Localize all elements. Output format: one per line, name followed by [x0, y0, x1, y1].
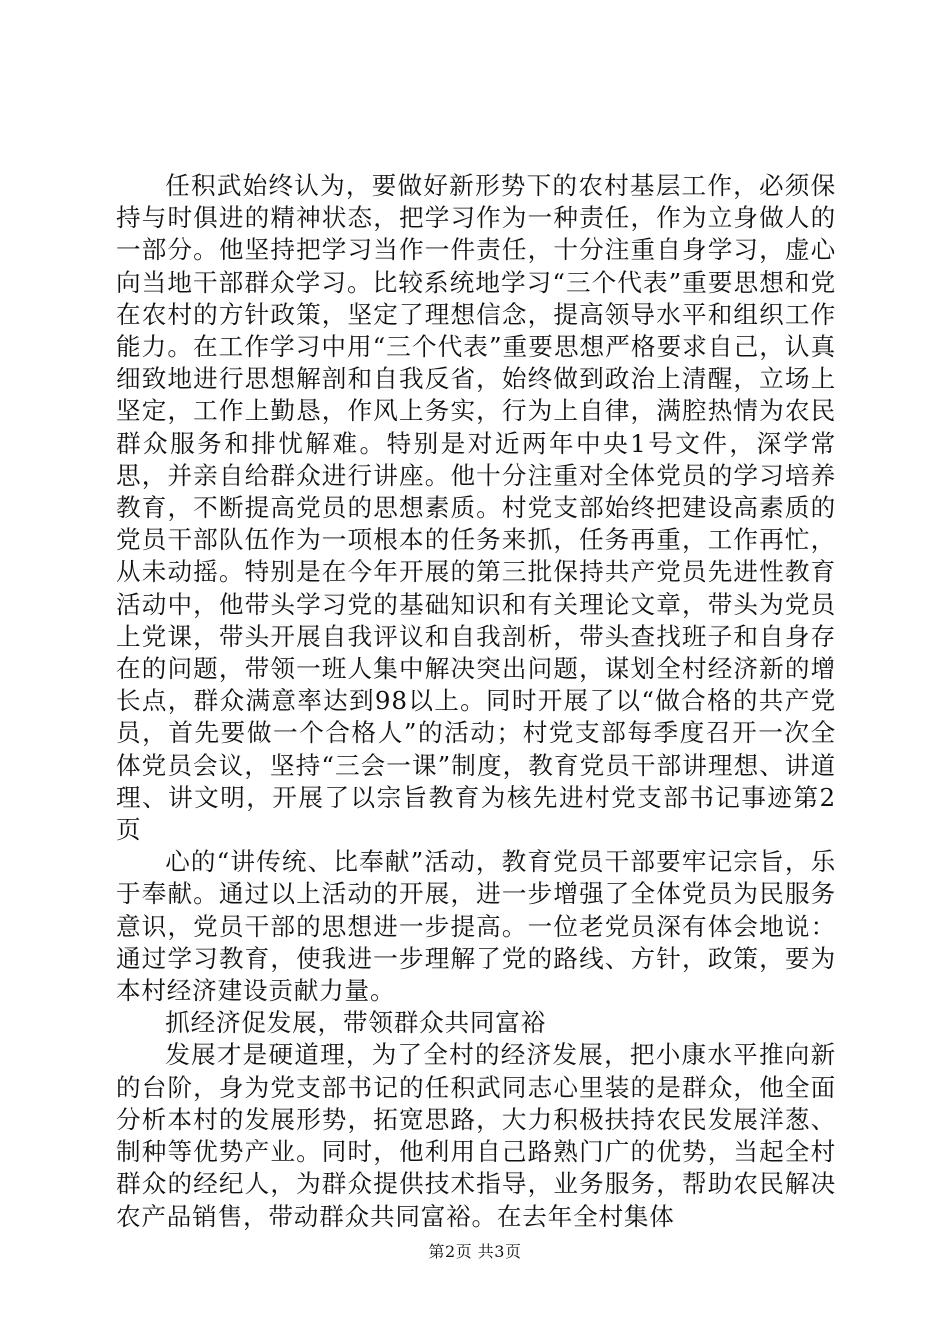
page-footer: 第2页 共3页 [428, 1242, 522, 1261]
paragraph-study: 任积武始终认为，要做好新形势下的农村基层工作，必须保持与时俱进的精神状态，把学习作为一种责任，作为立身做人的一部分。他坚持把学习当作一件责任，十分注重自身学习，虚心向当地干部群众学习。比较系统地学习“三个代表”重要思想和党在农村的方针政策，坚定了理想信念，提高领导水平和组织工作能力。在工作学习中用“三个代表”重要思想严格要求自己，认真细致地进行思想解剖和自我反省，始终做到政治上清醒，立场上坚定，工作上勤恳，作风上务实，行为上自律，满腔热情为农民群众服务和排忧解难。特别是对近两年中央1号文件，深学常思，并亲自给群众进行讲座。他十分注重对全体党员的学习培养教育，不断提高党员的思想素质。村党支部始终把建设高素质的党员干部队伍作为一项根本的任务来抓，任务再重，工作再忙，从未动摇。特别是在今年开展的第三批保持共产党员先进性教育活动中，他带头学习党的基础知识和有关理论文章，带头为党员上党课，带头开展自我评议和自我剖析，带头查找班子和自身存在的问题，带领一班人集中解决突出问题，谋划全村经济新的增长点，群众满意率达到98以上。同时开展了以“做合格的共产党员，首先要做一个合格人”的活动；村党支部每季度召开一次全体党员会议，坚持“三会一课”制度，教育党员干部讲理想、讲道理、讲文明，开展了以宗旨教育为核先进村党支部书记事迹第2页 [116, 171, 836, 845]
paragraph-activity: 心的“讲传统、比奉献”活动，教育党员干部要牢记宗旨，乐于奉献。通过以上活动的开展，进一步增强了全体党员为民服务意识，党员干部的思想进一步提高。一位老党员深有体会地说：通过学习教育，使我进一步理解了党的路线、方针，政策，要为本村经济建设贡献力量。 [116, 847, 836, 1006]
paragraph-economy: 发展才是硬道理，为了全村的经济发展，把小康水平推向新的台阶，身为党支部书记的任积武同志心里装的是群众，他全面分析本村的发展形势，拓宽思路，大力积极扶持农民发展洋葱、制种等优势产业。同时，他利用自己路熟门广的优势，当起全村群众的经纪人，为群众提供技术指导，业务服务，帮助农民解决农产品销售，带动群众共同富裕。在去年全村集体 [116, 1040, 836, 1231]
section-heading: 抓经济促发展，带领群众共同富裕 [165, 1008, 547, 1038]
document-body [116, 170, 836, 1233]
